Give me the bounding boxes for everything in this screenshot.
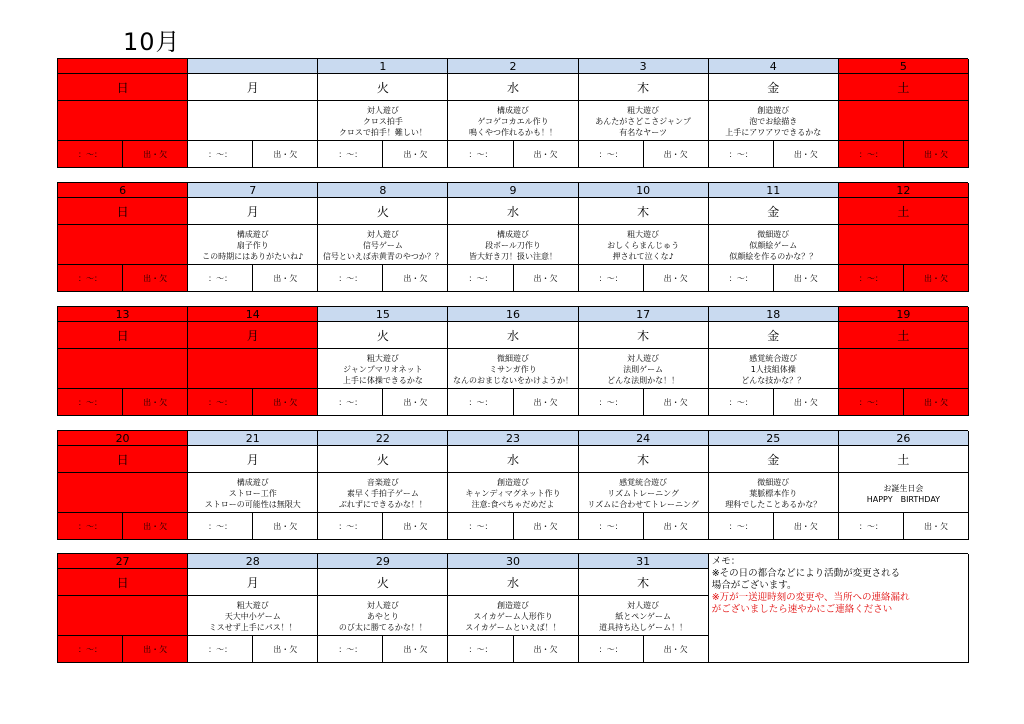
day-attendance-row	[839, 265, 969, 292]
activity-line: リズムに合わせてトレーニング	[587, 500, 699, 509]
activity-line: スイカゲームといえば！！	[465, 623, 561, 632]
time-field[interactable]: ：～：	[579, 389, 644, 415]
activity-line: ゲコゲコカエル作り	[477, 117, 549, 126]
activity-line: 信号ゲーム	[362, 241, 403, 250]
activity-line: 上手にアワアワできるかな	[725, 128, 822, 137]
activity-line: 上手に体操できるかな	[342, 376, 423, 385]
attendance-field[interactable]: 出・欠	[923, 521, 948, 531]
attendance-field[interactable]: 出・欠	[403, 397, 428, 407]
activity-line: 対人遊び	[366, 106, 399, 115]
attendance-field[interactable]: 出・欠	[533, 273, 558, 283]
day-attendance-row	[579, 141, 709, 168]
time-field[interactable]: ：～：	[318, 636, 383, 662]
day-attendance-row	[318, 141, 448, 168]
day-activity	[709, 349, 839, 389]
day-date: 28	[188, 554, 318, 569]
attendance-field[interactable]: 出・欠	[923, 149, 948, 159]
day-date: 27	[58, 554, 188, 569]
day-date: 5	[839, 59, 969, 74]
activity-line: 対人遊び	[366, 230, 399, 239]
time-field[interactable]: ：～：	[318, 265, 383, 291]
day-date: 9	[448, 183, 578, 198]
activity-line: どんな技かな？？	[741, 376, 806, 385]
attendance-field[interactable]: 出・欠	[533, 521, 558, 531]
day-weekday: 火	[318, 569, 448, 596]
day-weekday: 月	[188, 446, 318, 473]
day-date: 18	[709, 307, 839, 322]
activity-line: 理科でしたことあるかな？	[725, 500, 822, 509]
activity-line: ミスせず上手にパス！！	[208, 623, 297, 632]
time-field[interactable]: ：～：	[188, 636, 253, 662]
activity-line: 鳴くやつ作れるかも！！	[468, 128, 557, 137]
day-weekday: 火	[318, 74, 448, 101]
attendance-field[interactable]: 出・欠	[273, 149, 298, 159]
day-date: 15	[318, 307, 448, 322]
activity-line: 微細遊び	[757, 230, 790, 239]
activity-line: どんな法則かな！！	[607, 376, 680, 385]
day-weekday: 水	[448, 569, 578, 596]
memo-box	[709, 554, 969, 663]
day-weekday: 日	[58, 198, 188, 225]
day-weekday: 水	[448, 446, 578, 473]
day-activity	[318, 596, 448, 636]
week-block	[57, 306, 968, 416]
day-activity	[318, 101, 448, 141]
activity-line: 音楽遊び	[366, 478, 399, 487]
time-field[interactable]: ：～：	[188, 513, 253, 539]
attendance-field[interactable]: 出・欠	[923, 273, 948, 283]
day-attendance-row	[318, 513, 448, 540]
day-attendance-row	[188, 141, 318, 168]
time-field[interactable]: ：～：	[579, 265, 644, 291]
day-date: 7	[188, 183, 318, 198]
activity-line: 対人遊び	[627, 601, 660, 610]
page-title: 10月	[123, 28, 181, 56]
day-date: 16	[448, 307, 578, 322]
day-attendance-row	[58, 141, 188, 168]
day-activity	[58, 225, 188, 265]
attendance-field[interactable]: 出・欠	[143, 149, 168, 159]
memo-label: メモ：	[711, 556, 741, 567]
activity-line: なんのおまじないをかけようか！	[452, 376, 573, 385]
activity-line: 微細遊び	[496, 354, 529, 363]
attendance-field[interactable]: 出・欠	[663, 521, 688, 531]
time-field[interactable]: ：～：	[188, 265, 253, 291]
day-attendance-row	[709, 141, 839, 168]
week-block	[57, 430, 968, 540]
time-field[interactable]: ：～：	[318, 141, 383, 167]
attendance-field[interactable]: 出・欠	[793, 273, 818, 283]
attendance-field[interactable]: 出・欠	[273, 521, 298, 531]
day-attendance-row	[448, 389, 578, 416]
attendance-field[interactable]: 出・欠	[663, 644, 688, 654]
day-attendance-row	[579, 636, 709, 663]
activity-line: 粗大遊び	[627, 106, 660, 115]
day-weekday: 土	[839, 74, 969, 101]
day-date: 20	[58, 431, 188, 446]
activity-line: 対人遊び	[627, 354, 660, 363]
attendance-field[interactable]: 出・欠	[273, 644, 298, 654]
activity-line: 構成遊び	[236, 478, 269, 487]
day-activity	[709, 101, 839, 141]
activity-line: クロス拍手	[362, 117, 403, 126]
day-weekday: 日	[58, 446, 188, 473]
day-weekday: 月	[188, 569, 318, 596]
day-weekday: 土	[839, 322, 969, 349]
activity-line: ジャンプマリオネット	[343, 365, 423, 374]
day-attendance-row	[448, 265, 578, 292]
day-attendance-row	[58, 513, 188, 540]
attendance-field[interactable]: 出・欠	[143, 521, 168, 531]
activity-line: 似顔絵ゲーム	[749, 241, 798, 250]
day-activity	[579, 473, 709, 513]
time-field[interactable]: ：～：	[188, 141, 253, 167]
time-field[interactable]: ：～：	[579, 141, 644, 167]
day-date	[188, 59, 318, 74]
day-activity	[839, 101, 969, 141]
attendance-field[interactable]: 出・欠	[143, 397, 168, 407]
day-attendance-row	[839, 513, 969, 540]
day-attendance-row	[709, 389, 839, 416]
attendance-field[interactable]: 出・欠	[533, 149, 558, 159]
time-field[interactable]: ：～：	[318, 389, 383, 415]
day-attendance-row	[58, 265, 188, 292]
time-field[interactable]: ：～：	[448, 265, 513, 291]
day-activity	[188, 101, 318, 141]
activity-line: 素早く手拍子ゲーム	[346, 489, 419, 498]
activity-line: ストローの可能性は無限大	[204, 500, 301, 509]
week-block	[57, 182, 968, 292]
memo-note: ※その日の都合などにより活動が変更される	[711, 568, 901, 579]
day-date: 21	[188, 431, 318, 446]
day-activity	[579, 101, 709, 141]
day-attendance-row	[448, 141, 578, 168]
memo-warning: ※万が一送迎時刻の変更や、当所への連絡漏れ	[711, 592, 910, 603]
time-field[interactable]: ：～：	[839, 389, 904, 415]
day-date: 17	[579, 307, 709, 322]
time-field[interactable]: ：～：	[448, 513, 513, 539]
attendance-field[interactable]: 出・欠	[923, 397, 948, 407]
week-block	[57, 553, 968, 663]
day-date: 8	[318, 183, 448, 198]
day-attendance-row	[839, 389, 969, 416]
day-attendance-row	[318, 265, 448, 292]
time-field[interactable]: ：～：	[188, 389, 253, 415]
activity-line: 1人技組体操	[750, 365, 796, 374]
day-date: 1	[318, 59, 448, 74]
day-date: 31	[579, 554, 709, 569]
attendance-field[interactable]: 出・欠	[143, 273, 168, 283]
day-date: 3	[579, 59, 709, 74]
activity-line: 感覚統合遊び	[749, 354, 798, 363]
activity-line: 段ボール刀作り	[485, 241, 541, 250]
day-attendance-row	[448, 636, 578, 663]
attendance-field[interactable]: 出・欠	[143, 644, 168, 654]
day-activity	[188, 473, 318, 513]
day-activity	[579, 596, 709, 636]
attendance-field[interactable]: 出・欠	[663, 273, 688, 283]
day-attendance-row	[579, 389, 709, 416]
day-date: 11	[709, 183, 839, 198]
day-activity	[709, 225, 839, 265]
activity-line: 構成遊び	[496, 230, 529, 239]
day-attendance-row	[839, 141, 969, 168]
day-weekday: 日	[58, 322, 188, 349]
day-date: 13	[58, 307, 188, 322]
day-activity	[318, 473, 448, 513]
day-attendance-row	[318, 636, 448, 663]
day-attendance-row	[188, 265, 318, 292]
activity-line: 押されて泣くな♪	[612, 252, 674, 261]
day-attendance-row	[448, 513, 578, 540]
attendance-field[interactable]: 出・欠	[793, 149, 818, 159]
activity-line: ストロー工作	[228, 489, 277, 498]
day-date: 6	[58, 183, 188, 198]
memo-warning: がございましたら速やかにご連絡ください	[711, 604, 893, 615]
activity-line: 紙とペンゲーム	[615, 612, 672, 621]
activity-line: 感覚統合遊び	[619, 478, 668, 487]
time-field[interactable]: ：～：	[709, 265, 774, 291]
day-date: 25	[709, 431, 839, 446]
memo-note: 場合がございます。	[711, 580, 797, 591]
activity-line: 葉脈標本作り	[749, 489, 798, 498]
day-weekday: 木	[579, 446, 709, 473]
day-attendance-row	[188, 389, 318, 416]
activity-line: リズムトレーニング	[607, 489, 679, 498]
day-attendance-row	[318, 389, 448, 416]
day-date: 30	[448, 554, 578, 569]
attendance-field[interactable]: 出・欠	[533, 644, 558, 654]
day-activity	[448, 349, 578, 389]
day-weekday: 木	[579, 74, 709, 101]
day-weekday: 金	[709, 74, 839, 101]
day-activity	[448, 101, 578, 141]
activity-line: 法則ゲーム	[623, 365, 664, 374]
time-field[interactable]: ：～：	[709, 141, 774, 167]
day-activity	[58, 101, 188, 141]
time-field[interactable]: ：～：	[448, 636, 513, 662]
activity-line: ミサンガ作り	[489, 365, 537, 374]
day-date: 24	[579, 431, 709, 446]
day-weekday: 水	[448, 322, 578, 349]
day-weekday: 日	[58, 74, 188, 101]
activity-line: 注意:食べちゃだめだよ	[471, 500, 555, 509]
day-date: 2	[448, 59, 578, 74]
time-field[interactable]: ：～：	[58, 141, 123, 167]
day-activity	[448, 225, 578, 265]
day-attendance-row	[709, 265, 839, 292]
attendance-field[interactable]: 出・欠	[273, 397, 298, 407]
activity-line: 構成遊び	[496, 106, 529, 115]
time-field[interactable]: ：～：	[58, 389, 123, 415]
day-activity	[318, 349, 448, 389]
attendance-field[interactable]: 出・欠	[403, 521, 428, 531]
activity-line: 創造遊び	[496, 478, 529, 487]
attendance-field[interactable]: 出・欠	[533, 397, 558, 407]
activity-line: 粗大遊び	[366, 354, 399, 363]
day-activity	[448, 473, 578, 513]
day-date: 23	[448, 431, 578, 446]
day-date: 4	[709, 59, 839, 74]
day-weekday: 金	[709, 198, 839, 225]
day-date: 12	[839, 183, 969, 198]
activity-line: 似顔絵を作るのかな？？	[729, 252, 818, 261]
day-activity	[448, 596, 578, 636]
activity-line: お誕生日会	[883, 483, 924, 493]
day-weekday: 土	[839, 198, 969, 225]
day-activity	[709, 473, 839, 513]
day-weekday: 土	[839, 446, 969, 473]
activity-line: 微細遊び	[757, 478, 790, 487]
activity-line: 道具持ち込しゲーム！！	[599, 623, 688, 632]
time-field[interactable]: ：～：	[58, 513, 123, 539]
day-activity	[839, 225, 969, 265]
time-field[interactable]: ：～：	[448, 141, 513, 167]
activity-line: あんたがさどこさジャンプ	[595, 117, 692, 126]
day-activity	[58, 596, 188, 636]
time-field[interactable]: ：～：	[58, 265, 123, 291]
time-field[interactable]: ：～：	[448, 389, 513, 415]
activity-line: 粗大遊び	[627, 230, 660, 239]
activity-line: のび太に勝てるかな！！	[338, 623, 427, 632]
activity-line: 粗大遊び	[236, 601, 269, 610]
day-activity	[839, 349, 969, 389]
day-weekday: 金	[709, 322, 839, 349]
activity-line: 泡でお絵描き	[749, 117, 798, 126]
day-attendance-row	[58, 389, 188, 416]
attendance-field[interactable]: 出・欠	[403, 149, 428, 159]
day-weekday: 月	[188, 74, 318, 101]
day-weekday: 木	[579, 198, 709, 225]
day-activity	[58, 349, 188, 389]
day-activity	[188, 225, 318, 265]
day-activity	[318, 225, 448, 265]
activity-line: HAPPY BIRTHDAY	[866, 494, 941, 504]
activity-line: 天大中小ゲーム	[224, 612, 281, 621]
day-weekday: 月	[188, 198, 318, 225]
day-attendance-row	[579, 265, 709, 292]
time-field[interactable]: ：～：	[839, 265, 904, 291]
time-field[interactable]: ：～：	[579, 513, 644, 539]
day-date: 14	[188, 307, 318, 322]
day-activity	[58, 473, 188, 513]
time-field[interactable]: ：～：	[839, 513, 904, 539]
time-field[interactable]: ：～：	[58, 636, 123, 662]
activity-line: この時期にはありがたいね♪	[202, 252, 304, 261]
activity-line: 対人遊び	[366, 601, 399, 610]
activity-line: 信号といえば赤黄青のやつか？？	[322, 252, 443, 261]
week-block	[57, 58, 968, 168]
day-weekday: 月	[188, 322, 318, 349]
day-date	[58, 59, 188, 74]
activity-line: ぶれずにできるかな！！	[338, 500, 427, 509]
day-activity	[188, 596, 318, 636]
activity-line: 有名なヤーツ	[619, 128, 667, 137]
activity-line: 扇子作り	[236, 241, 269, 250]
day-weekday: 火	[318, 446, 448, 473]
activity-line: おしくらまんじゅう	[607, 241, 680, 250]
day-activity	[579, 349, 709, 389]
day-attendance-row	[579, 513, 709, 540]
day-date: 29	[318, 554, 448, 569]
time-field[interactable]: ：～：	[839, 141, 904, 167]
activity-line: キャンディマグネット作り	[465, 489, 561, 498]
attendance-field[interactable]: 出・欠	[793, 521, 818, 531]
day-weekday: 火	[318, 198, 448, 225]
activity-line: 皆大好き刀！扱い注意！	[468, 252, 557, 261]
day-attendance-row	[188, 636, 318, 663]
day-weekday: 水	[448, 74, 578, 101]
attendance-field[interactable]: 出・欠	[663, 397, 688, 407]
activity-line: スイカゲーム人形作り	[473, 612, 553, 621]
day-activity	[839, 473, 969, 513]
day-activity	[579, 225, 709, 265]
day-attendance-row	[188, 513, 318, 540]
activity-line: 創造遊び	[496, 601, 529, 610]
time-field[interactable]: ：～：	[318, 513, 383, 539]
activity-line: あやとり	[366, 612, 399, 621]
activity-line: クロスで拍手！難しい！	[338, 128, 427, 137]
attendance-field[interactable]: 出・欠	[663, 149, 688, 159]
day-activity	[188, 349, 318, 389]
day-weekday: 火	[318, 322, 448, 349]
day-weekday: 日	[58, 569, 188, 596]
attendance-field[interactable]: 出・欠	[273, 273, 298, 283]
attendance-field[interactable]: 出・欠	[793, 397, 818, 407]
time-field[interactable]: ：～：	[709, 513, 774, 539]
attendance-field[interactable]: 出・欠	[403, 644, 428, 654]
day-weekday: 木	[579, 322, 709, 349]
day-attendance-row	[58, 636, 188, 663]
activity-line: 創造遊び	[757, 106, 790, 115]
time-field[interactable]: ：～：	[709, 389, 774, 415]
activity-line: 構成遊び	[236, 230, 269, 239]
day-weekday: 金	[709, 446, 839, 473]
day-attendance-row	[709, 513, 839, 540]
day-date: 10	[579, 183, 709, 198]
time-field[interactable]: ：～：	[579, 636, 644, 662]
day-weekday: 水	[448, 198, 578, 225]
day-date: 26	[839, 431, 969, 446]
day-date: 22	[318, 431, 448, 446]
day-weekday: 木	[579, 569, 709, 596]
day-date: 19	[839, 307, 969, 322]
attendance-field[interactable]: 出・欠	[403, 273, 428, 283]
